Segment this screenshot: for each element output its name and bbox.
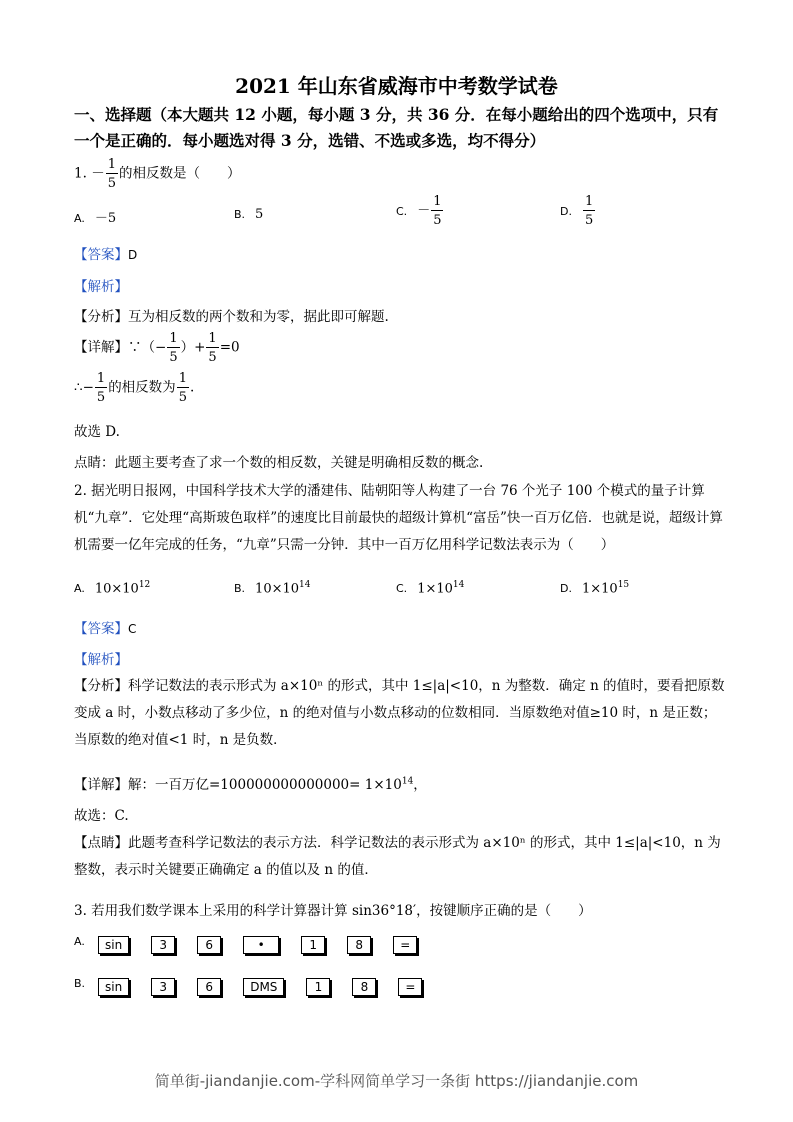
q2-option-b: B. $10\times 10^{14}$ xyxy=(234,580,311,597)
key-6: 6 xyxy=(197,936,221,954)
q1-comment: 点睛：此题主要考查了求一个数的相反数，关键是明确相反数的概念. xyxy=(74,455,484,471)
q1-option-d: D. $\frac{1}{5}$ xyxy=(560,194,594,228)
key-dot: • xyxy=(243,936,279,954)
key-sin: sin xyxy=(98,936,129,954)
q1-stem: 的相反数是（ ） xyxy=(118,165,241,182)
q2-xiangjie: 【详解】解：一百万亿$=100000000000000= 1\times 10^{14}$， xyxy=(74,776,427,793)
section-heading: 一、选择题（本大题共 12 小题，每小题 3 分，共 36 分．在每小题给出的四个选项中，只有一个是正确的．每小题选对得 3 分，选错、不选或多选，均不得分） xyxy=(74,105,719,150)
q1-answer: 【答案】D xyxy=(74,247,138,263)
q2-option-c: C. $1\times 10^{14}$ xyxy=(396,580,465,597)
key-dms: DMS xyxy=(243,978,284,996)
question-3: 3. 若用我们数学课本上采用的科学计算器计算 sin36°18′，按键顺序正确的是（ ） xyxy=(74,903,592,919)
q1-fraction: $\frac{1}{5}$ xyxy=(107,157,116,191)
key-8: 8 xyxy=(352,978,376,996)
q2-choice: 故选：C. xyxy=(74,808,129,824)
q2-comment: 【点睛】此题考查科学记数法的表示方法．科学记数法的表示形式为 a×10ⁿ 的形式，其中 1≤|a|<10，n 为整数，表示时关键要正确确定 a 的值以及 n 的值． xyxy=(74,835,721,878)
q1-minus: － xyxy=(91,165,105,182)
key-1: 1 xyxy=(306,978,330,996)
q1-choice: 故选 D. xyxy=(74,424,120,440)
key-3: 3 xyxy=(151,936,175,954)
q1-analysis-label: 【解析】 xyxy=(74,279,128,295)
q1-option-a: A. －5 xyxy=(74,211,117,226)
q3-option-a-keys xyxy=(98,934,439,954)
q3-option-b-keys xyxy=(98,976,444,996)
q3-option-a-label: A. xyxy=(74,935,85,948)
key-8: 8 xyxy=(347,936,371,954)
page-title: 2021 年山东省威海市中考数学试卷 xyxy=(235,74,558,98)
key-equals: = xyxy=(398,978,422,996)
key-sin: sin xyxy=(98,978,129,996)
q1-option-b: B. 5 xyxy=(234,207,264,222)
q1-xiangjie: 【详解】∵（− $\frac{1}{5}$ ）+ $\frac{1}{5}$ =0 xyxy=(74,331,240,365)
q2-fenxi: 【分析】科学记数法的表示形式为 a×10ⁿ 的形式，其中 1≤|a|<10，n 为整数．确定 n 的值时，要看把原数变成 a 时，小数点移动了多少位，n 的绝对值与小数点移动的位数相同．当原数绝对值≥10 时，n 是正数；当原数的绝对值<1 时，n 是负数． xyxy=(74,678,725,748)
q1-option-c: C. － $\frac{1}{5}$ xyxy=(396,194,442,228)
q1-fenxi: 【分析】互为相反数的两个数和为零，据此即可解题. xyxy=(74,309,389,325)
question-2: 2. 据光明日报网，中国科学技术大学的潘建伟、陆朝阳等人构建了一台 76 个光子 100 个模式的量子计算机“九章”．它处理“高斯玻色取样”的速度比目前最快的超级计算机“富岳”快一百万亿倍．也就是说，超级计算机需要一亿年完成的任务，“九章”只需一分钟．其中一百万亿用科学记数法表示为（ ） xyxy=(74,483,723,553)
q2-answer: 【答案】C xyxy=(74,621,137,637)
key-equals: = xyxy=(393,936,417,954)
footer-watermark: 简单街-jiandanjie.com-学科网简单学习一条街 https://jiandanjie.com xyxy=(154,1072,639,1090)
question-1 xyxy=(74,158,240,190)
key-6: 6 xyxy=(197,978,221,996)
key-1: 1 xyxy=(301,936,325,954)
q1-number: 1. xyxy=(74,165,87,182)
q3-option-b-label: B. xyxy=(74,977,86,990)
q2-option-d: D. $1\times 10^{15}$ xyxy=(560,580,630,597)
q2-analysis-label: 【解析】 xyxy=(74,652,128,668)
key-3: 3 xyxy=(151,978,175,996)
q2-option-a: A. $10\times 10^{12}$ xyxy=(74,580,151,597)
q1-therefore: ∴− $\frac{1}{5}$ 的相反数为 $\frac{1}{5}$ . xyxy=(74,371,195,405)
